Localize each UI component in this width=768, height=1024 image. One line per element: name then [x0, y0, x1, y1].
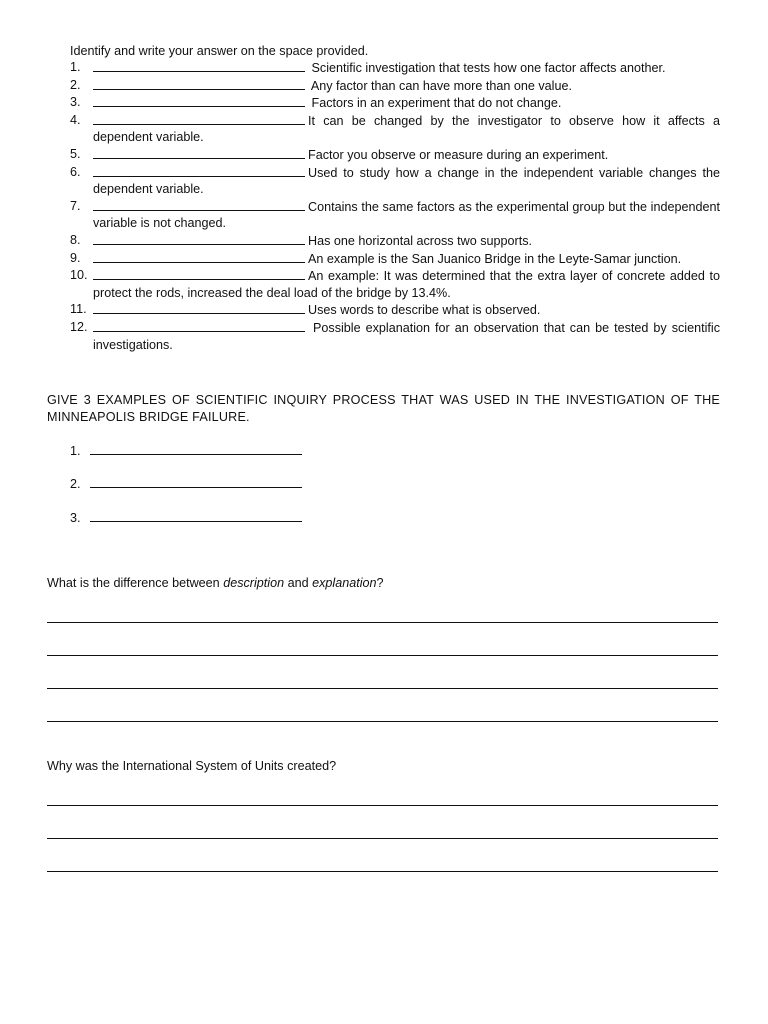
- term-description: description: [223, 576, 285, 590]
- example-number: 3.: [70, 511, 81, 525]
- item-number: 12.: [70, 319, 88, 334]
- item-text: Has one horizontal across two supports.: [308, 233, 533, 248]
- list-item: [47, 164, 720, 198]
- list-item: [47, 112, 720, 146]
- item-text: An example: It was determined that the extra layer of concrete added to protect the rods, increased the deal load of the bridge by 13.4%.: [93, 269, 720, 300]
- answer-blank[interactable]: [90, 475, 302, 488]
- answer-line[interactable]: [47, 721, 718, 722]
- answer-blank[interactable]: [93, 59, 305, 72]
- item-number: 6.: [70, 164, 81, 179]
- example-number: 1.: [70, 444, 81, 458]
- answer-blank[interactable]: [93, 267, 305, 280]
- list-item: [47, 146, 720, 164]
- answer-line[interactable]: [47, 838, 718, 839]
- item-text: Factors in an experiment that do not change.: [311, 96, 562, 111]
- list-item: [47, 232, 720, 250]
- item-number: 10.: [70, 268, 88, 283]
- example-item: [70, 475, 305, 493]
- example-item: [70, 442, 305, 460]
- item-number: 3.: [70, 95, 81, 110]
- answer-blank[interactable]: [93, 319, 305, 332]
- section-heading: GIVE 3 EXAMPLES OF SCIENTIFIC INQUIRY PROCESS THAT WAS USED IN THE INVESTIGATION OF THE MINNEAPOLIS BRIDGE FAILURE.: [47, 393, 720, 424]
- example-number: 2.: [70, 477, 81, 491]
- item-text: Factor you observe or measure during an experiment.: [308, 147, 609, 162]
- term-explanation: explanation: [312, 576, 377, 590]
- question-si-units: Why was the International System of Units created?: [47, 759, 337, 773]
- item-number: 7.: [70, 198, 81, 213]
- item-number: 11.: [70, 302, 87, 317]
- list-item: [47, 77, 720, 95]
- item-text: Any factor than can have more than one value.: [310, 78, 572, 93]
- list-item: [47, 94, 720, 112]
- item-text: Possible explanation for an observation that can be tested by scientific investigations.: [93, 320, 720, 352]
- item-number: 1.: [70, 60, 81, 74]
- answer-blank[interactable]: [93, 232, 305, 245]
- item-number: 4.: [70, 112, 81, 127]
- answer-blank[interactable]: [93, 250, 305, 263]
- item-number: 2.: [70, 77, 81, 92]
- answer-line[interactable]: [47, 655, 718, 656]
- identification-list: [47, 59, 720, 353]
- question-difference: What is the difference between description and explanation?: [47, 576, 384, 590]
- answer-blank[interactable]: [93, 301, 305, 314]
- answer-line[interactable]: [47, 805, 718, 806]
- item-text: Scientific investigation that tests how one factor affects another.: [311, 61, 666, 75]
- list-item: [47, 319, 720, 353]
- item-text: Used to study how a change in the independent variable changes the dependent variable.: [93, 165, 720, 197]
- list-item: [47, 59, 720, 77]
- item-text: An example is the San Juanico Bridge in the Leyte-Samar junction.: [308, 251, 682, 266]
- answer-blank[interactable]: [93, 77, 305, 90]
- list-item: [47, 198, 720, 232]
- answer-blank[interactable]: [93, 164, 305, 177]
- answer-line[interactable]: [47, 688, 718, 689]
- item-text: Contains the same factors as the experimental group but the independent variable is not changed.: [93, 199, 720, 231]
- list-item: [47, 267, 720, 301]
- answer-blank[interactable]: [93, 146, 305, 159]
- item-text: It can be changed by the investigator to observe how it affects a dependent variable.: [93, 113, 720, 145]
- example-item: [70, 509, 305, 527]
- answer-blank[interactable]: [93, 198, 305, 211]
- answer-line[interactable]: [47, 871, 718, 872]
- item-number: 9.: [70, 250, 81, 265]
- item-text: Uses words to describe what is observed.: [308, 303, 541, 318]
- item-number: 5.: [70, 146, 81, 161]
- answer-blank[interactable]: [93, 94, 305, 107]
- answer-line[interactable]: [47, 622, 718, 623]
- list-item: [47, 301, 720, 319]
- answer-blank[interactable]: [93, 112, 305, 125]
- answer-blank[interactable]: [90, 509, 302, 522]
- instructions-text: Identify and write your answer on the space provided.: [70, 44, 369, 58]
- list-item: [47, 250, 720, 268]
- answer-blank[interactable]: [90, 442, 302, 455]
- item-number: 8.: [70, 232, 81, 247]
